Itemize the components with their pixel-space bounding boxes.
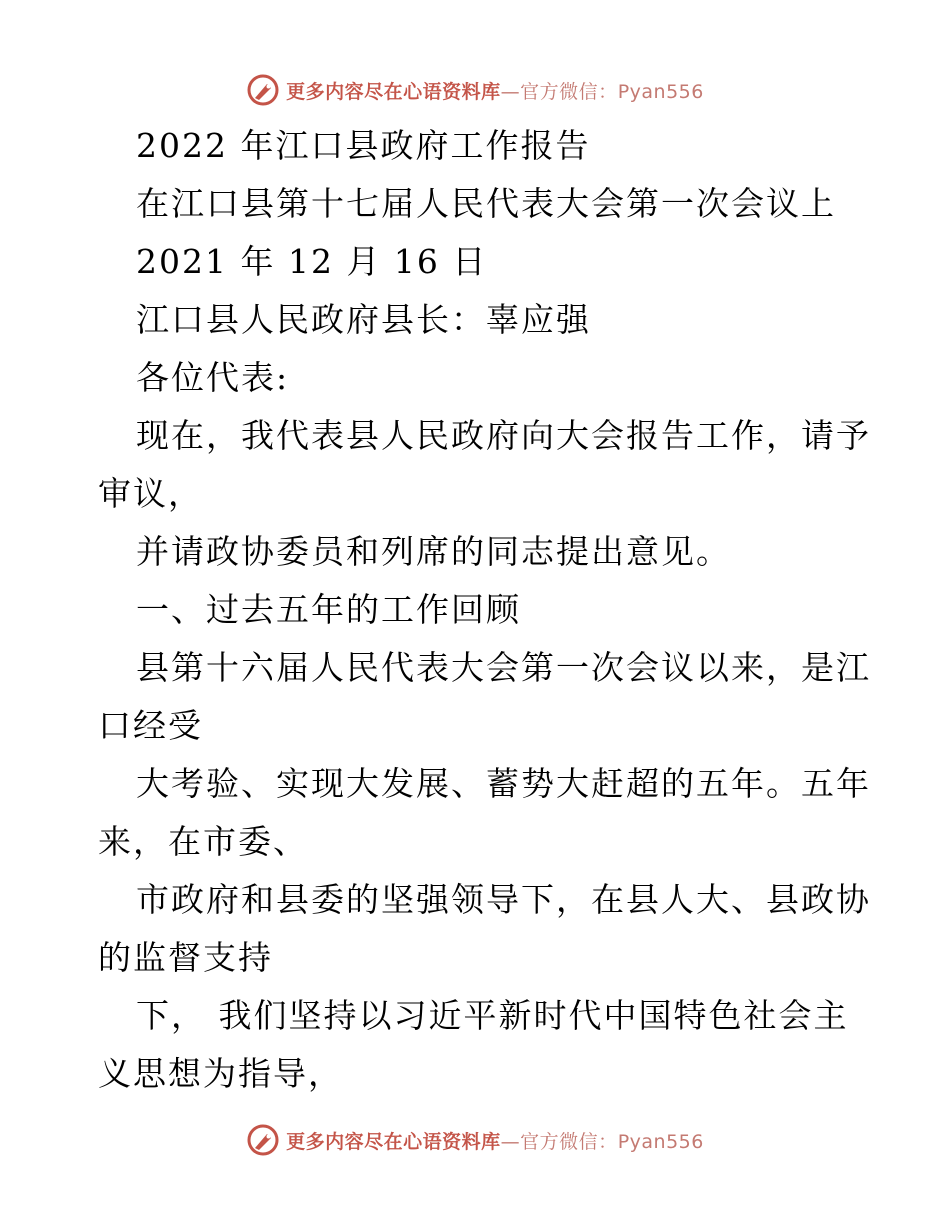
pen-nib-logo-icon (246, 1123, 280, 1157)
pen-nib-logo-icon (246, 73, 280, 107)
paragraph-line: 大考验、实现大发展、蓄势大赶超的五年。五年 (136, 764, 871, 803)
footer-watermark (0, 1120, 950, 1160)
doc-subtitle: 在江口县第十七届人民代表大会第一次会议上 (136, 184, 836, 223)
paragraph-line: 县第十六届人民代表大会第一次会议以来，是江 (136, 648, 871, 687)
paragraph-line: 市政府和县委的坚强领导下，在县人大、县政协 (136, 880, 871, 919)
paragraph-line: 并请政协委员和列席的同志提出意见。 (136, 532, 731, 571)
doc-title: 2022 年江口县政府工作报告 (136, 126, 591, 165)
paragraph-line: 来，在市委、 (98, 822, 308, 861)
paragraph-line: 现在，我代表县人民政府向大会报告工作，请予 (136, 416, 871, 455)
watermark-main: 更多内容尽在心语资料库 (286, 1130, 501, 1153)
section-heading: 一、过去五年的工作回顾 (136, 590, 521, 629)
paragraph-line: 义思想为指导， (98, 1054, 343, 1093)
paragraph-line: 下， 我们坚持以习近平新时代中国特色社会主 (136, 996, 849, 1035)
watermark-sep: —官方微信： (500, 80, 618, 103)
doc-date: 2021 年 12 月 16 日 (136, 242, 488, 281)
watermark-sep: —官方微信： (500, 1130, 618, 1153)
watermark-main: 更多内容尽在心语资料库 (286, 80, 501, 103)
watermark-text (286, 1127, 704, 1154)
watermark-id: Pyan556 (617, 80, 704, 103)
doc-author: 江口县人民政府县长：辜应强 (136, 300, 591, 339)
watermark-text (286, 77, 704, 104)
watermark-id: Pyan556 (617, 1130, 704, 1153)
paragraph-line: 审议， (98, 474, 203, 513)
header-watermark (0, 70, 950, 110)
paragraph-line: 口经受 (98, 706, 203, 745)
doc-salutation: 各位代表: (136, 358, 290, 397)
paragraph-line: 的监督支持 (98, 938, 273, 977)
